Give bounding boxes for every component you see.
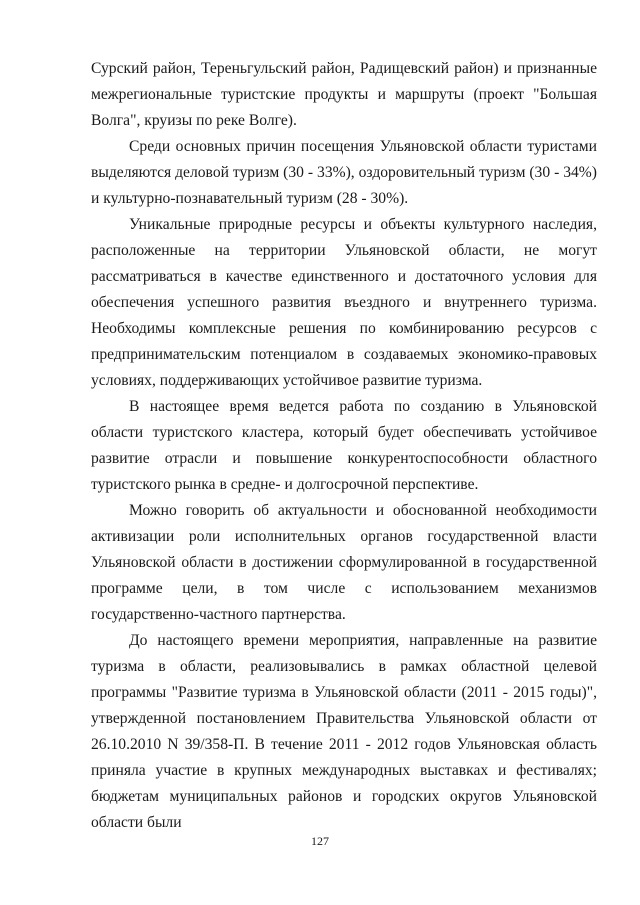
page-number: 127 (311, 834, 329, 848)
paragraph-target-program: До настоящего времени мероприятия, направленные на развитие туризма в области, реализовывались в рамках областной целевой программы "Развитие туризма в Ульяновской области (2011 - 2015 годы)", утвержденной постановлением Правительства Ульяновской области от 26.10.2010 N 39/358-П. В течение 2011 - 2012 годов Ульяновская область приняла участие в крупных международных выставках и фестивалях; бюджетам муниципальных районов и городских округов Ульяновской области были (91, 632, 597, 831)
body-text (91, 56, 597, 836)
paragraph-visit-reasons: Среди основных причин посещения Ульяновской области туристами выделяются деловой туризм (30 - 33%), оздоровительный туризм (30 - 34%) и культурно-познавательный туризм (28 - 30%). (91, 138, 597, 207)
paragraph-continuation: Сурский район, Тереньгульский район, Радищевский район) и признанные межрегиональные туристские продукты и маршруты (проект "Большая Волга", круизы по реке Волге). (91, 60, 597, 129)
paragraph-natural-resources: Уникальные природные ресурсы и объекты культурного наследия, расположенные на территории Ульяновской области, не могут рассматриваться в качестве единственного и достаточного условия для обеспечения успешного развития въездного и внутреннего туризма. Необходимы комплексные решения по комбинированию ресурсов с предпринимательским потенциалом в создаваемых экономико-правовых условиях, поддерживающих устойчивое развитие туризма. (91, 216, 597, 389)
paragraph-tourism-cluster: В настоящее время ведется работа по созданию в Ульяновской области туристского кластера, который будет обеспечивать устойчивое развитие отрасли и повышение конкурентоспособности областного туристского рынка в средне- и долгосрочной перспективе. (91, 398, 597, 493)
paragraph-government-role: Можно говорить об актуальности и обоснованной необходимости активизации роли исполнительных органов государственной власти Ульяновской области в достижении сформулированной в государственной программе цели, в том числе с использованием механизмов государственно-частного партнерства. (91, 502, 597, 623)
